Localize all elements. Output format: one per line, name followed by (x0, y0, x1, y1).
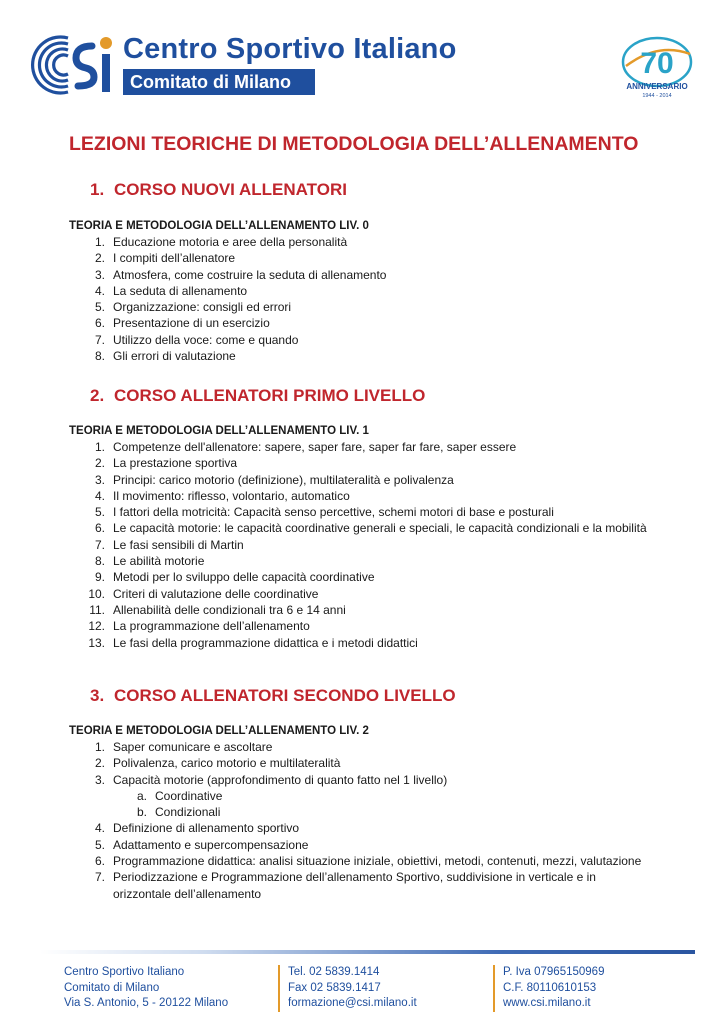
section-2 (69, 384, 649, 651)
section-subheading: TEORIA E METODOLOGIA DELL’ALLENAMENTO LIV. 2 (69, 725, 369, 737)
section-title: CORSO NUOVI ALLENATORI (114, 180, 347, 199)
section-title: CORSO ALLENATORI PRIMO LIVELLO (114, 386, 426, 405)
list-item: 1. Competenze dell'allenatore: sapere, saper fare, saper far fare, saper essere (94, 440, 517, 454)
section-number: 2. (90, 386, 105, 405)
list-item: 1. Saper comunicare e ascoltare (94, 740, 273, 754)
footer-cf: C.F. 80110610153 (503, 981, 597, 994)
anniversary-number: 70 (640, 47, 674, 80)
list-item: 2. I compiti dell’allenatore (94, 251, 236, 266)
list-item: 4. Definizione di allenamento sportivo (94, 821, 300, 836)
list-item: 3. Principi: carico motorio (definizione), multilateralità e polivalenza (94, 472, 454, 487)
anniversary-years: 1944 - 2014 (642, 93, 672, 99)
section-number: 3. (90, 686, 105, 705)
footer-email-link[interactable]: formazione@csi.milano.it (288, 997, 417, 1009)
section-heading (69, 384, 649, 408)
footer-street: Via S. Antonio, 5 - 20122 Milano (64, 997, 229, 1009)
list-item: 4. Il movimento: riflesso, volontario, automatico (94, 488, 350, 503)
list-item: 1. Educazione motoria e aree della personalità (94, 235, 348, 249)
footer-fax: Fax 02 5839.1417 (288, 981, 381, 994)
section-number: 1. (90, 180, 105, 199)
anniversary-logo-icon (618, 32, 696, 100)
list-item: 2. La prestazione sportiva (94, 456, 238, 471)
item-list (69, 234, 649, 364)
document-title: LEZIONI TEORICHE DI METODOLOGIA DELL’ALLENAMENTO (69, 133, 639, 155)
org-sub: Comitato di Milano (123, 69, 315, 95)
footer-website-link[interactable]: www.csi.milano.it (503, 997, 591, 1009)
item-list (69, 739, 649, 788)
list-item: 8. Gli errori di valutazione (94, 349, 236, 364)
section-1 (69, 178, 649, 364)
footer-contacts (278, 965, 417, 1012)
item-list (69, 820, 649, 901)
footer-address (64, 965, 228, 1012)
item-list (69, 439, 649, 651)
footer-org-sub: Comitato di Milano (64, 981, 160, 994)
list-item: 2. Polivalenza, carico motorio e multilateralità (94, 756, 341, 771)
brand-block (123, 32, 457, 95)
list-item: 7. Periodizzazione e Programmazione dell’allenamento Sportivo, suddivisione in verticale e in orizzontale dell’allenamento (94, 870, 596, 901)
list-item: 7. Le fasi sensibili di Martin (94, 537, 244, 552)
list-item: 6. Le capacità motorie: le capacità coordinative generali e speciali, le capacità condizionali e la mobilità (94, 521, 647, 536)
list-item: 12. La programmazione dell’allenamento (88, 619, 310, 634)
subitem-list (69, 788, 649, 821)
list-item: 3. Capacità motorie (approfondimento di quanto fatto nel 1 livello) (94, 772, 448, 787)
footer-vat: P. Iva 07965150969 (503, 966, 605, 978)
list-item: 10. Criteri di valutazione delle coordinative (88, 586, 319, 601)
csi-logo-icon (30, 30, 116, 100)
section-subheading: TEORIA E METODOLOGIA DELL’ALLENAMENTO LIV. 0 (69, 220, 369, 232)
footer-tax (493, 965, 604, 1012)
list-item: 3. Atmosfera, come costruire la seduta di allenamento (94, 267, 387, 282)
list-item: 5. I fattori della motricità: Capacità senso percettive, schemi motori di base e posturali (94, 505, 554, 520)
section-title: CORSO ALLENATORI SECONDO LIVELLO (114, 686, 456, 705)
footer-phone: Tel. 02 5839.1414 (288, 966, 380, 978)
org-name: Centro Sportivo Italiano (123, 33, 457, 65)
list-item: 6. Programmazione didattica: analisi situazione iniziale, obiettivi, metodi, contenuti, mezzi, valutazione (94, 854, 642, 869)
list-item: 4. La seduta di allenamento (94, 283, 248, 298)
section-subheading: TEORIA E METODOLOGIA DELL’ALLENAMENTO LIV. 1 (69, 425, 369, 437)
list-item: 6. Presentazione di un esercizio (94, 316, 270, 331)
footer-divider (40, 950, 695, 954)
list-item: 5. Organizzazione: consigli ed errori (94, 300, 292, 315)
anniversary-label: ANNIVERSARIO (626, 82, 688, 91)
section-heading (69, 684, 649, 708)
list-subitem: a. Coordinative (136, 788, 223, 803)
list-item: 9. Metodi per lo sviluppo delle capacità coordinative (94, 570, 375, 585)
section-3 (69, 684, 649, 902)
section-heading (69, 178, 649, 202)
list-item: 13. Le fasi della programmazione didattica e i metodi didattici (88, 635, 418, 650)
list-item: 11. Allenabilità delle condizionali tra 6 e 14 anni (89, 602, 346, 617)
list-item: 5. Adattamento e supercompensazione (94, 837, 309, 852)
list-item: 8. Le abilità motorie (94, 554, 205, 569)
list-subitem: b. Condizionali (136, 805, 221, 820)
list-item: 7. Utilizzo della voce: come e quando (94, 332, 299, 347)
footer-org-name: Centro Sportivo Italiano (64, 966, 185, 978)
